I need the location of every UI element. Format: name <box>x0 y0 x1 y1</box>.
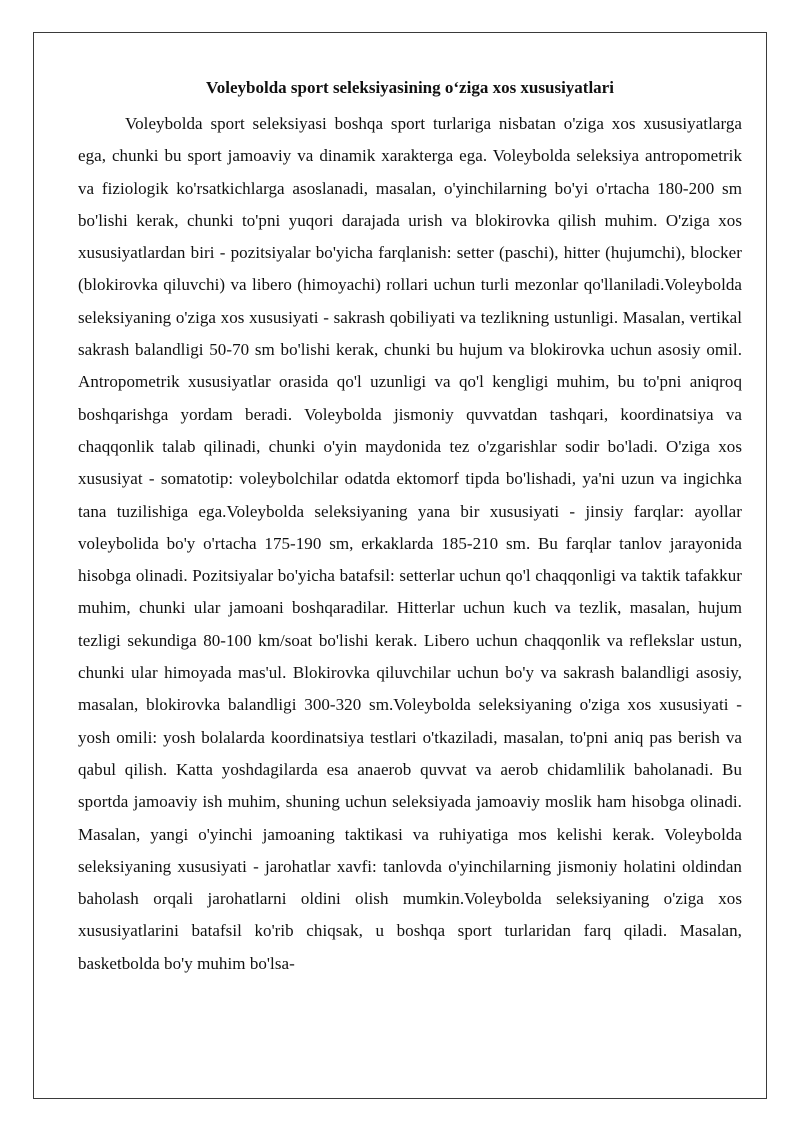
document-title: Voleybolda sport seleksiyasining o‘ziga xos xususiyatlari <box>206 78 614 97</box>
document-content <box>78 76 742 980</box>
document-paragraph: Voleybolda sport seleksiyasi boshqa sport turlariga nisbatan o'ziga xos xususiyatlarga ega, chunki bu sport jamoaviy va dinamik xarakterga ega. Voleybolda seleksiya antropometrik va fiziologik ko'rsatkichlarga asoslanadi, masalan, o'yinchilarning bo'yi o'rtacha 180-200 sm bo'lishi kerak, chunki to'pni yuqori darajada urish va blokirovka qilish muhim. O'ziga xos xususiyatlardan biri - pozitsiyalar bo'yicha farqlanish: setter (paschi), hitter (hujumchi), blocker (blokirovka qiluvchi) va libero (himoyachi) rollari uchun turli mezonlar qo'llaniladi.Voleybolda seleksiyaning o'ziga xos xususiyati - sakrash qobiliyati va tezlikning ustunligi. Masalan, vertikal sakrash balandligi 50-70 sm bo'lishi kerak, chunki bu hujum va blokirovka uchun asosiy omil. Antropometrik xususiyatlar orasida qo'l uzunligi va qo'l kengligi muhim, bu to'pni aniqroq boshqarishga yordam beradi. Voleybolda jismoniy quvvatdan tashqari, koordinatsiya va chaqqonlik talab qilinadi, chunki o'yin maydonida tez o'zgarishlar sodir bo'ladi. O'ziga xos xususiyat - somatotip: voleybolchilar odatda ektomorf tipda bo'lishadi, ya'ni uzun va ingichka tana tuzilishiga ega.Voleybolda seleksiyaning yana bir xususiyati - jinsiy farqlar: ayollar voleybolida bo'y o'rtacha 175-190 sm, erkaklarda 185-210 sm. Bu farqlar tanlov jarayonida hisobga olinadi. Pozitsiyalar bo'yicha batafsil: setterlar uchun qo'l chaqqonligi va taktik tafakkur muhim, chunki ular jamoani boshqaradilar. Hitterlar uchun kuch va tezlik, masalan, hujum tezligi sekundiga 80-100 km/soat bo'lishi kerak. Libero uchun chaqqonlik va reflekslar ustun, chunki ular himoyada mas'ul. Blokirovka qiluvchilar uchun bo'y va sakrash balandligi asosiy, masalan, blokirovka balandligi 300-320 sm.Voleybolda seleksiyaning o'ziga xos xususiyati - yosh omili: yosh bolalarda koordinatsiya testlari o'tkaziladi, masalan, to'pni aniq pas berish va qabul qilish. Katta yoshdagilarda esa anaerob quvvat va aerob chidamlilik baholanadi. Bu sportda jamoaviy ish muhim, shuning uchun seleksiyada jamoaviy moslik ham hisobga olinadi. Masalan, yangi o'yinchi jamoaning taktikasi va ruhiyatiga mos kelishi kerak. Voleybolda seleksiyaning xususiyati - jarohatlar xavfi: tanlovda o'yinchilarning jismoniy holatini oldindan baholash orqali jarohatlarni oldini olish mumkin.Voleybolda seleksiyaning o'ziga xos xususiyatlarini batafsil ko'rib chiqsak, u boshqa sport turlaridan farq qiladi. Masalan, basketbolda bo'y muhim bo'lsa- <box>78 114 742 973</box>
